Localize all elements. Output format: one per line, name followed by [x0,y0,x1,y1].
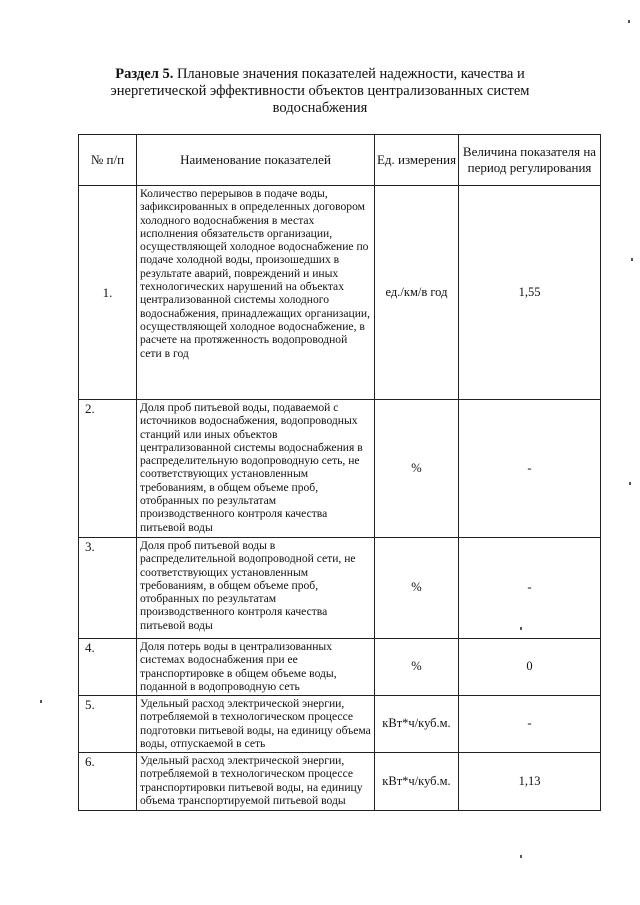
row-unit: % [375,400,459,538]
row-unit: кВт*ч/куб.м. [375,696,459,753]
header-value: Величина показателя на период регулирования [459,135,601,186]
row-unit: % [375,639,459,696]
scan-speck [520,627,522,630]
scan-speck [629,482,631,485]
row-value: - [459,400,601,538]
row-name: Доля потерь воды в централизованных системах водоснабжения при ее транспортировке в общем объеме воды, поданной в водопроводную сеть [137,639,375,696]
section-label: Раздел 5. [115,66,174,82]
row-value: - [459,538,601,639]
row-num: 1. [79,186,137,400]
row-name: Удельный расход электрической энергии, потребляемой в технологическом процессе транспортировки питьевой воды, на единицу объема транспортируемой питьевой воды [137,753,375,811]
row-name: Количество перерывов в подаче воды, зафиксированных в определенных договором холодного водоснабжения в местах исполнения обязательств организации, осуществляющей холодное водоснабжение по подаче холодной воды, произошедших в результате аварий, повреждений и иных технологических нарушений на объектах централизованной системы холодного водоснабжения, принадлежащих организации, осуществляющей холодное водоснабжение, в расчете на протяженность водопроводной сети в год [137,186,375,400]
row-name: Удельный расход электрической энергии, потребляемой в технологическом процессе подготовки питьевой воды, на единицу объема воды, отпускаемой в сеть [137,696,375,753]
table-row [79,639,601,696]
scan-speck [631,258,633,261]
row-num: 5. [79,696,137,753]
row-value: 0 [459,639,601,696]
row-unit: % [375,538,459,639]
scan-speck [628,20,630,23]
row-unit: ед./км/в год [375,186,459,400]
row-value: - [459,696,601,753]
row-num: 4. [79,639,137,696]
row-name: Доля проб питьевой воды, подаваемой с источников водоснабжения, водопроводных станций или иных объектов централизованной системы водоснабжения в распределительную водопроводную сеть, не соответствующих установленным требованиям, в общем объеме проб, отобранных по результатам производственного контроля качества питьевой воды [137,400,375,538]
table-row [79,186,601,400]
section-title [100,66,540,117]
scan-speck [520,855,522,858]
scan-speck [40,700,42,703]
header-num: № п/п [79,135,137,186]
header-name: Наименование показателей [137,135,375,186]
table-row [79,400,601,538]
row-num: 3. [79,538,137,639]
row-value: 1,13 [459,753,601,811]
row-value: 1,55 [459,186,601,400]
row-num: 6. [79,753,137,811]
row-num: 2. [79,400,137,538]
table-row [79,753,601,811]
indicators-table [78,134,601,811]
table-row [79,696,601,753]
table-row [79,538,601,639]
row-unit: кВт*ч/куб.м. [375,753,459,811]
table-header-row [79,135,601,186]
section-title-text: Плановые значения показателей надежности, качества и энергетической эффективности объектов централизованных систем водоснабжения [110,66,530,116]
row-name: Доля проб питьевой воды в распределительной водопроводной сети, не соответствующих установленным требованиям, в общем объеме проб, отобранных по результатам производственного контроля качества питьевой воды [137,538,375,639]
header-unit: Ед. измерения [375,135,459,186]
